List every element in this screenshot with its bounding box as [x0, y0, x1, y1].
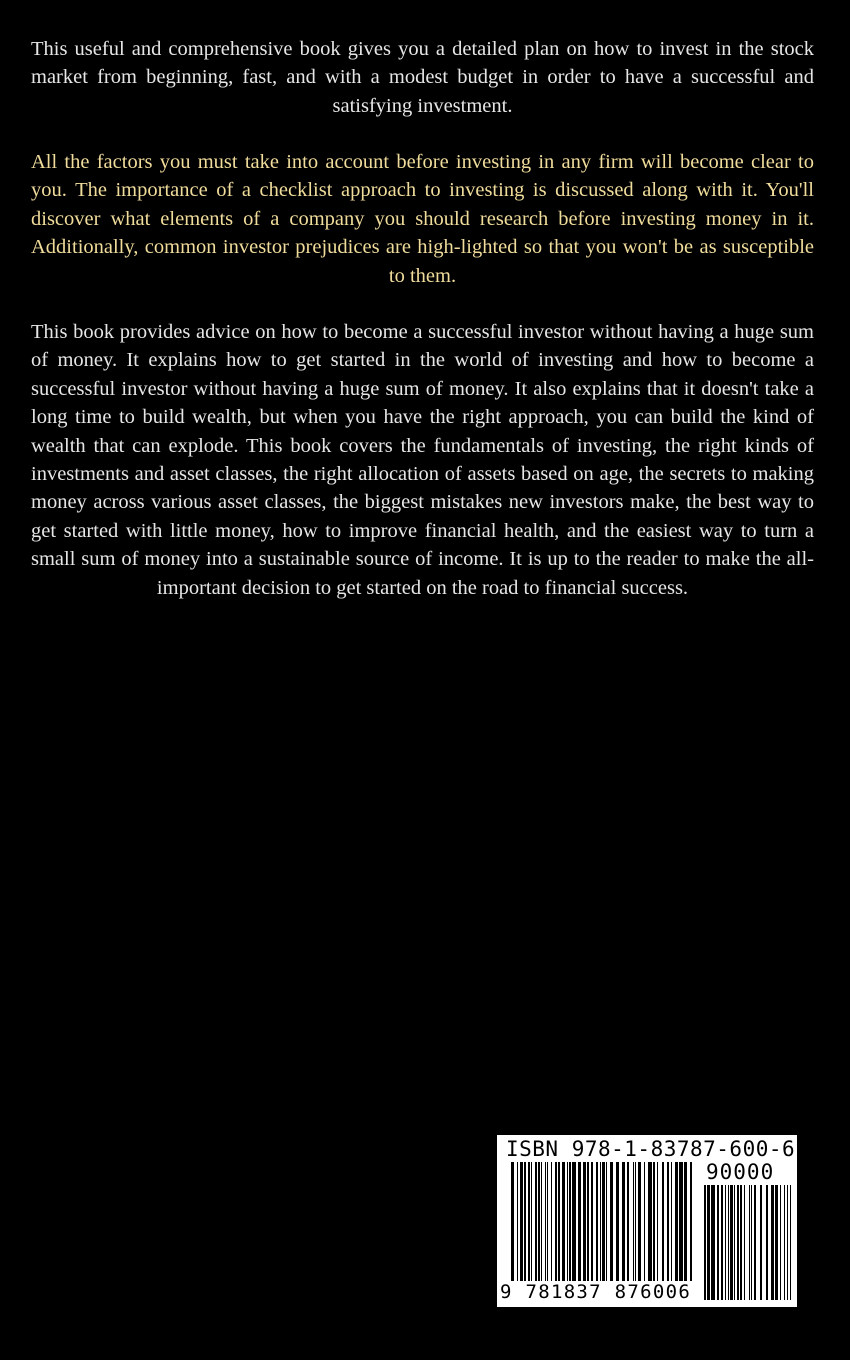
barcode-bar [707, 1185, 710, 1300]
barcode-bar [538, 1162, 540, 1281]
barcode-bar [520, 1162, 523, 1281]
isbn-barcode [497, 1135, 797, 1307]
barcode-digits: 9 781837 876006 [500, 1281, 692, 1303]
barcode-bar [730, 1185, 733, 1300]
barcode-bar [653, 1162, 655, 1281]
isbn-label: ISBN 978-1-83787-600-6 [506, 1137, 796, 1161]
barcode-bar [635, 1162, 636, 1281]
barcode-bar [704, 1185, 706, 1300]
barcode-bar [517, 1162, 518, 1281]
barcode-bar [760, 1185, 762, 1300]
barcode-bar [734, 1185, 735, 1300]
barcode-bar [754, 1185, 756, 1300]
description-paragraph-1: This useful and comprehensive book gives you a detailed plan on how to invest in the stock market from beginning, fast, and with a modest budget in order to have a successful and satisfying investment. [31, 38, 814, 117]
barcode-bar [541, 1162, 542, 1281]
barcode-bar [528, 1162, 530, 1281]
barcode-bar [766, 1185, 768, 1300]
barcode-bar [711, 1185, 715, 1300]
barcode-bar [679, 1162, 683, 1281]
barcode-bar [627, 1162, 629, 1281]
barcode-bar [787, 1185, 788, 1300]
barcode-bar [790, 1185, 791, 1300]
barcode-bar [511, 1162, 514, 1281]
barcode-bar [616, 1162, 619, 1281]
barcode-bar [737, 1185, 739, 1300]
barcode-bar [648, 1162, 652, 1281]
barcode-bar [551, 1162, 552, 1281]
barcode-bar [657, 1162, 658, 1281]
description-paragraph-3: This book provides advice on how to become a successful investor without having a huge sum of money. It explains how to get started in the world of investing and how to become a successful investor without having a huge sum of money. It also explains that it doesn't take a long time to build wealth, but when you have the right approach, you can build the kind of wealth that can explode. This book covers the fundamentals of investing, the right kinds of investments and asset classes, the right allocation of assets based on age, the secrets to making money across various asset classes, the biggest mistakes new investors make, the best way to get started with little money, how to improve financial health, and the easiest way to turn a small sum of money into a sustainable source of income. It is up to the reader to make the all-important decision to get started on the road to financial success. [31, 321, 814, 599]
barcode-bar [567, 1162, 568, 1281]
barcode-bar [749, 1185, 750, 1300]
barcode-bar [717, 1185, 719, 1300]
barcode-bar [744, 1185, 745, 1300]
barcode-bar [667, 1162, 669, 1281]
barcode-bar [775, 1185, 778, 1300]
barcode-bar [638, 1162, 641, 1281]
barcode-bar [600, 1162, 601, 1281]
barcode-bar [569, 1162, 571, 1281]
barcode-bar [721, 1185, 723, 1300]
barcode-bar [596, 1162, 598, 1281]
barcode-bar [562, 1162, 565, 1281]
barcode-bar [725, 1185, 726, 1300]
barcode-bar [531, 1162, 532, 1281]
barcode-bar [690, 1162, 692, 1281]
barcode-bar [524, 1162, 526, 1281]
barcode-bar [583, 1162, 586, 1281]
barcode-bar [535, 1162, 537, 1281]
barcode-bar [780, 1185, 781, 1300]
barcode-bar [610, 1162, 613, 1281]
barcode-bar [771, 1185, 774, 1300]
barcode-bar [633, 1162, 634, 1281]
barcode-bar [545, 1162, 546, 1281]
barcode-bar [751, 1185, 752, 1300]
barcode-bar [558, 1162, 560, 1281]
barcode-bar [684, 1162, 687, 1281]
barcode-bar [740, 1185, 742, 1300]
barcode-bar [602, 1162, 605, 1281]
barcode-bar [587, 1162, 589, 1281]
barcode-bar [671, 1162, 672, 1281]
barcode-bar [662, 1162, 664, 1281]
barcode-bar [675, 1162, 678, 1281]
barcode-bar [555, 1162, 557, 1281]
barcode-bar [606, 1162, 607, 1281]
barcode-bar [547, 1162, 548, 1281]
barcode-bar [578, 1162, 581, 1281]
price-code: 90000 [706, 1160, 775, 1184]
barcode-bar [572, 1162, 576, 1281]
barcode-bar [591, 1162, 593, 1281]
barcode-bar [644, 1162, 645, 1281]
description-paragraph-2-highlight: All the factors you must take into account before investing in any firm will become clear to you. The importance of a checklist approach to investing is discussed along with it. You'll discover what elements of a company you should research before investing money in it. Additionally, common investor prejudices are high-lighted so that you won't be as susceptible to them. [31, 151, 814, 287]
barcode-bar [784, 1185, 785, 1300]
barcode-bar [728, 1185, 729, 1300]
barcode-bar [622, 1162, 625, 1281]
